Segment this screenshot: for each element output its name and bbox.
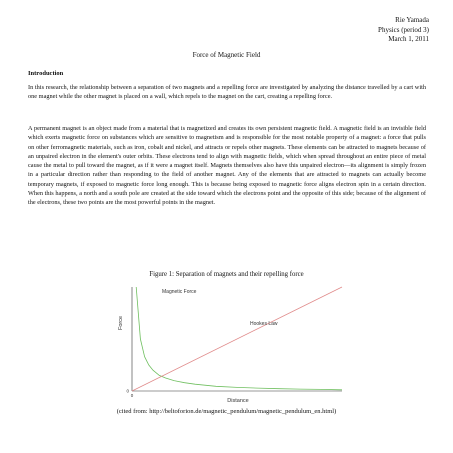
series-label-magnetic-force: Magnetic Force <box>162 289 197 295</box>
report-date: March 1, 2011 <box>388 35 429 43</box>
intro-paragraph-1: In this research, the relationship between a separation of two magnets and a repelling force are investigated by analyzing the distance travelled by a cart with one magnet while the other magnet is placed on a wall, which repels to the magnet on the cart, creating a repelling force. <box>28 84 426 101</box>
plot-area <box>126 287 342 398</box>
series-label-hookes-law: Hookes Law <box>250 321 278 327</box>
figure-chart <box>110 281 350 406</box>
course-name: Physics (period 3) <box>378 25 429 34</box>
chart-svg <box>110 281 350 406</box>
y-axis-label: Force <box>118 315 124 331</box>
x-tick-label: 0 <box>130 393 134 398</box>
figure-caption: Figure 1: Separation of magnets and their repelling force <box>149 271 304 278</box>
section-heading-introduction: Introduction <box>28 70 64 77</box>
series-line-hookes-law <box>132 287 342 391</box>
intro-paragraph-2: A permanent magnet is an object made from a material that is magnetized and creates its own persistent magnetic field. A magnetic field is an invisible field which exerts magnetic force on substances which are sensitive to magnetism and is responsible for the most notable property of a magnet: a force that pulls on other ferromagnetic materials, such as iron, cobalt and nickel, and attracts or repels other magnets. These elements can be attracted to magnets because of an unpaired electron in the element's outer orbits. These electrons tend to align with magnetic fields, which when spread throughout an entire piece of metal cause the metal to pull toward the magnet, as if it were a magnet itself. Magnets themselves also have this unpaired electron—its alignment is simply frozen in a particular direction rather than responding to the field of another magnet. Any of the elements that are attracted to magnets can actually become temporary magnets, if exposed to magnetic force long enough. This is because being exposed to magnetic force aligns electron spin in a certain direction. When this happens, a north and a south pole are created at the side toward which the electrons point and the opposite of this side; because of the alignment of the electrons, these two points are the most powerful points in the magnet. <box>28 125 426 207</box>
x-axis-label: Distance <box>227 398 249 404</box>
author-header <box>378 16 429 45</box>
author-name: Rie Yamada <box>395 16 429 24</box>
figure-citation: (cited from: http://beltoforion.de/magnetic_pendulum/magnetic_pendulum_en.html) <box>116 408 337 415</box>
document-title: Force of Magnetic Field <box>192 51 261 59</box>
y-tick-label: 0 <box>126 388 129 394</box>
